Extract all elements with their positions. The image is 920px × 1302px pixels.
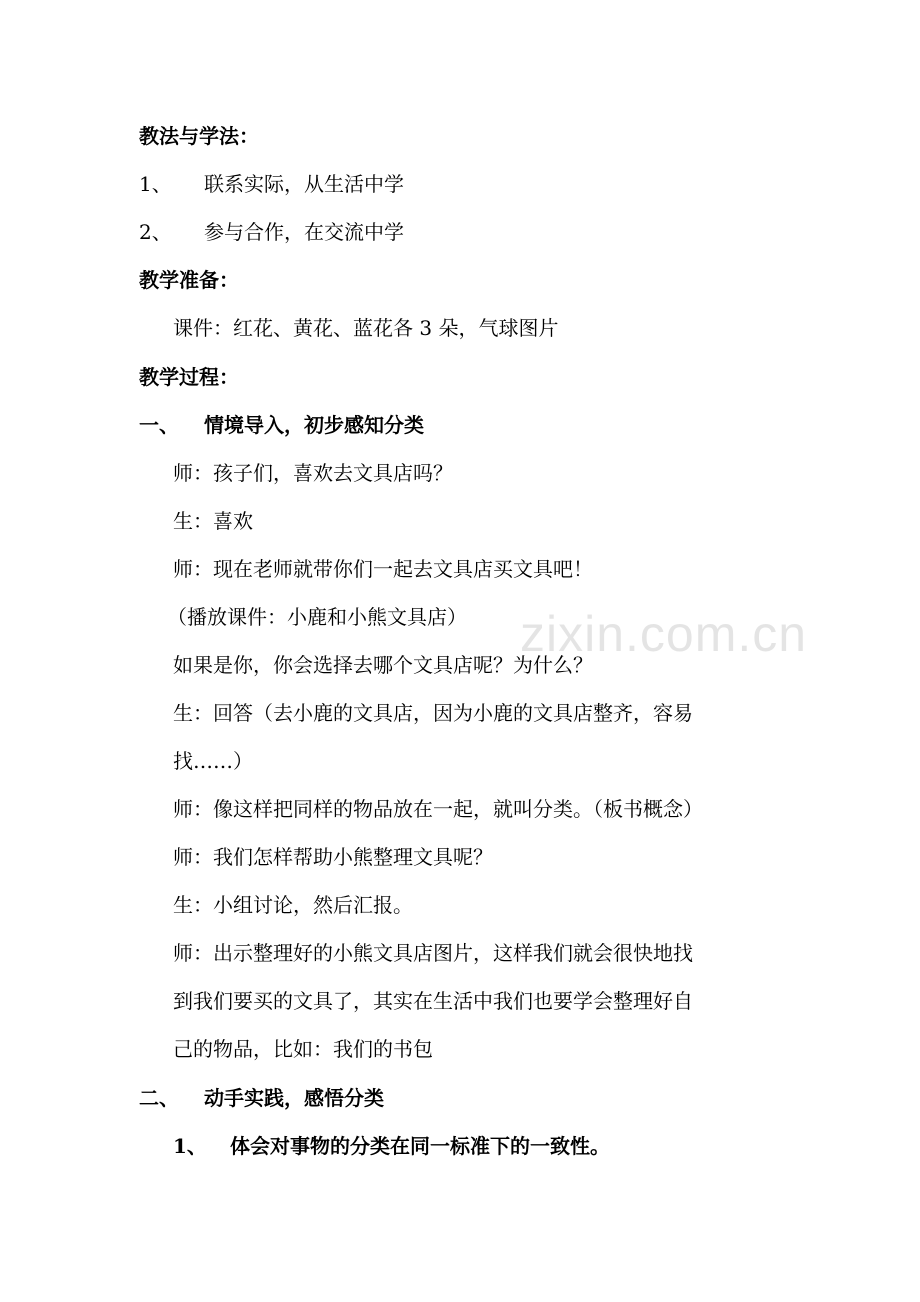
- dialogue-line: 师：像这样把同样的物品放在一起，就叫分类。（板书概念）: [173, 797, 703, 821]
- dialogue-line: 如果是你，你会选择去哪个文具店呢？为什么？: [173, 653, 593, 677]
- prep-text: 课件：红花、黄花、蓝花各 3 朵，气球图片: [173, 316, 559, 340]
- section-title: 情境导入，初步感知分类: [204, 413, 424, 437]
- dialogue-line: 师：孩子们，喜欢去文具店吗？: [173, 461, 453, 485]
- methods-item-number: 2、: [139, 220, 172, 244]
- dialogue-line: 师：我们怎样帮助小熊整理文具呢？: [173, 845, 493, 869]
- methods-item-2: [139, 219, 404, 245]
- methods-item-text: 参与合作，在交流中学: [204, 220, 404, 244]
- subsection-title: 体会对事物的分类在同一标准下的一致性。: [230, 1134, 610, 1158]
- methods-item-1: [139, 171, 404, 197]
- section-number: 二、: [139, 1086, 179, 1110]
- section-1-heading: [139, 412, 424, 438]
- subsection-1-heading: [173, 1133, 610, 1159]
- dialogue-line: 师：出示整理好的小熊文具店图片，这样我们就会很快地找: [173, 941, 693, 965]
- methods-heading: 教法与学法：: [139, 124, 259, 148]
- dialogue-line: 找……）: [173, 749, 253, 773]
- dialogue-line: （播放课件：小鹿和小熊文具店）: [167, 605, 467, 629]
- prep-heading: 教学准备：: [139, 268, 239, 292]
- subsection-number: 1、: [173, 1134, 207, 1158]
- dialogue-line: 己的物品，比如：我们的书包: [173, 1037, 433, 1061]
- dialogue-line: 生：小组讨论，然后汇报。: [173, 893, 413, 917]
- dialogue-line: 到我们要买的文具了，其实在生活中我们也要学会整理好自: [173, 989, 693, 1013]
- dialogue-line: 师：现在老师就带你们一起去文具店买文具吧！: [173, 557, 593, 581]
- process-heading: 教学过程：: [139, 365, 239, 389]
- section-title: 动手实践，感悟分类: [204, 1086, 384, 1110]
- section-number: 一、: [139, 413, 179, 437]
- methods-item-number: 1、: [139, 172, 172, 196]
- watermark: zixin.com.cn: [520, 606, 808, 662]
- section-2-heading: [139, 1085, 384, 1111]
- dialogue-line: 生：回答（去小鹿的文具店，因为小鹿的文具店整齐，容易: [173, 701, 693, 725]
- methods-item-text: 联系实际，从生活中学: [204, 172, 404, 196]
- dialogue-line: 生：喜欢: [173, 509, 253, 533]
